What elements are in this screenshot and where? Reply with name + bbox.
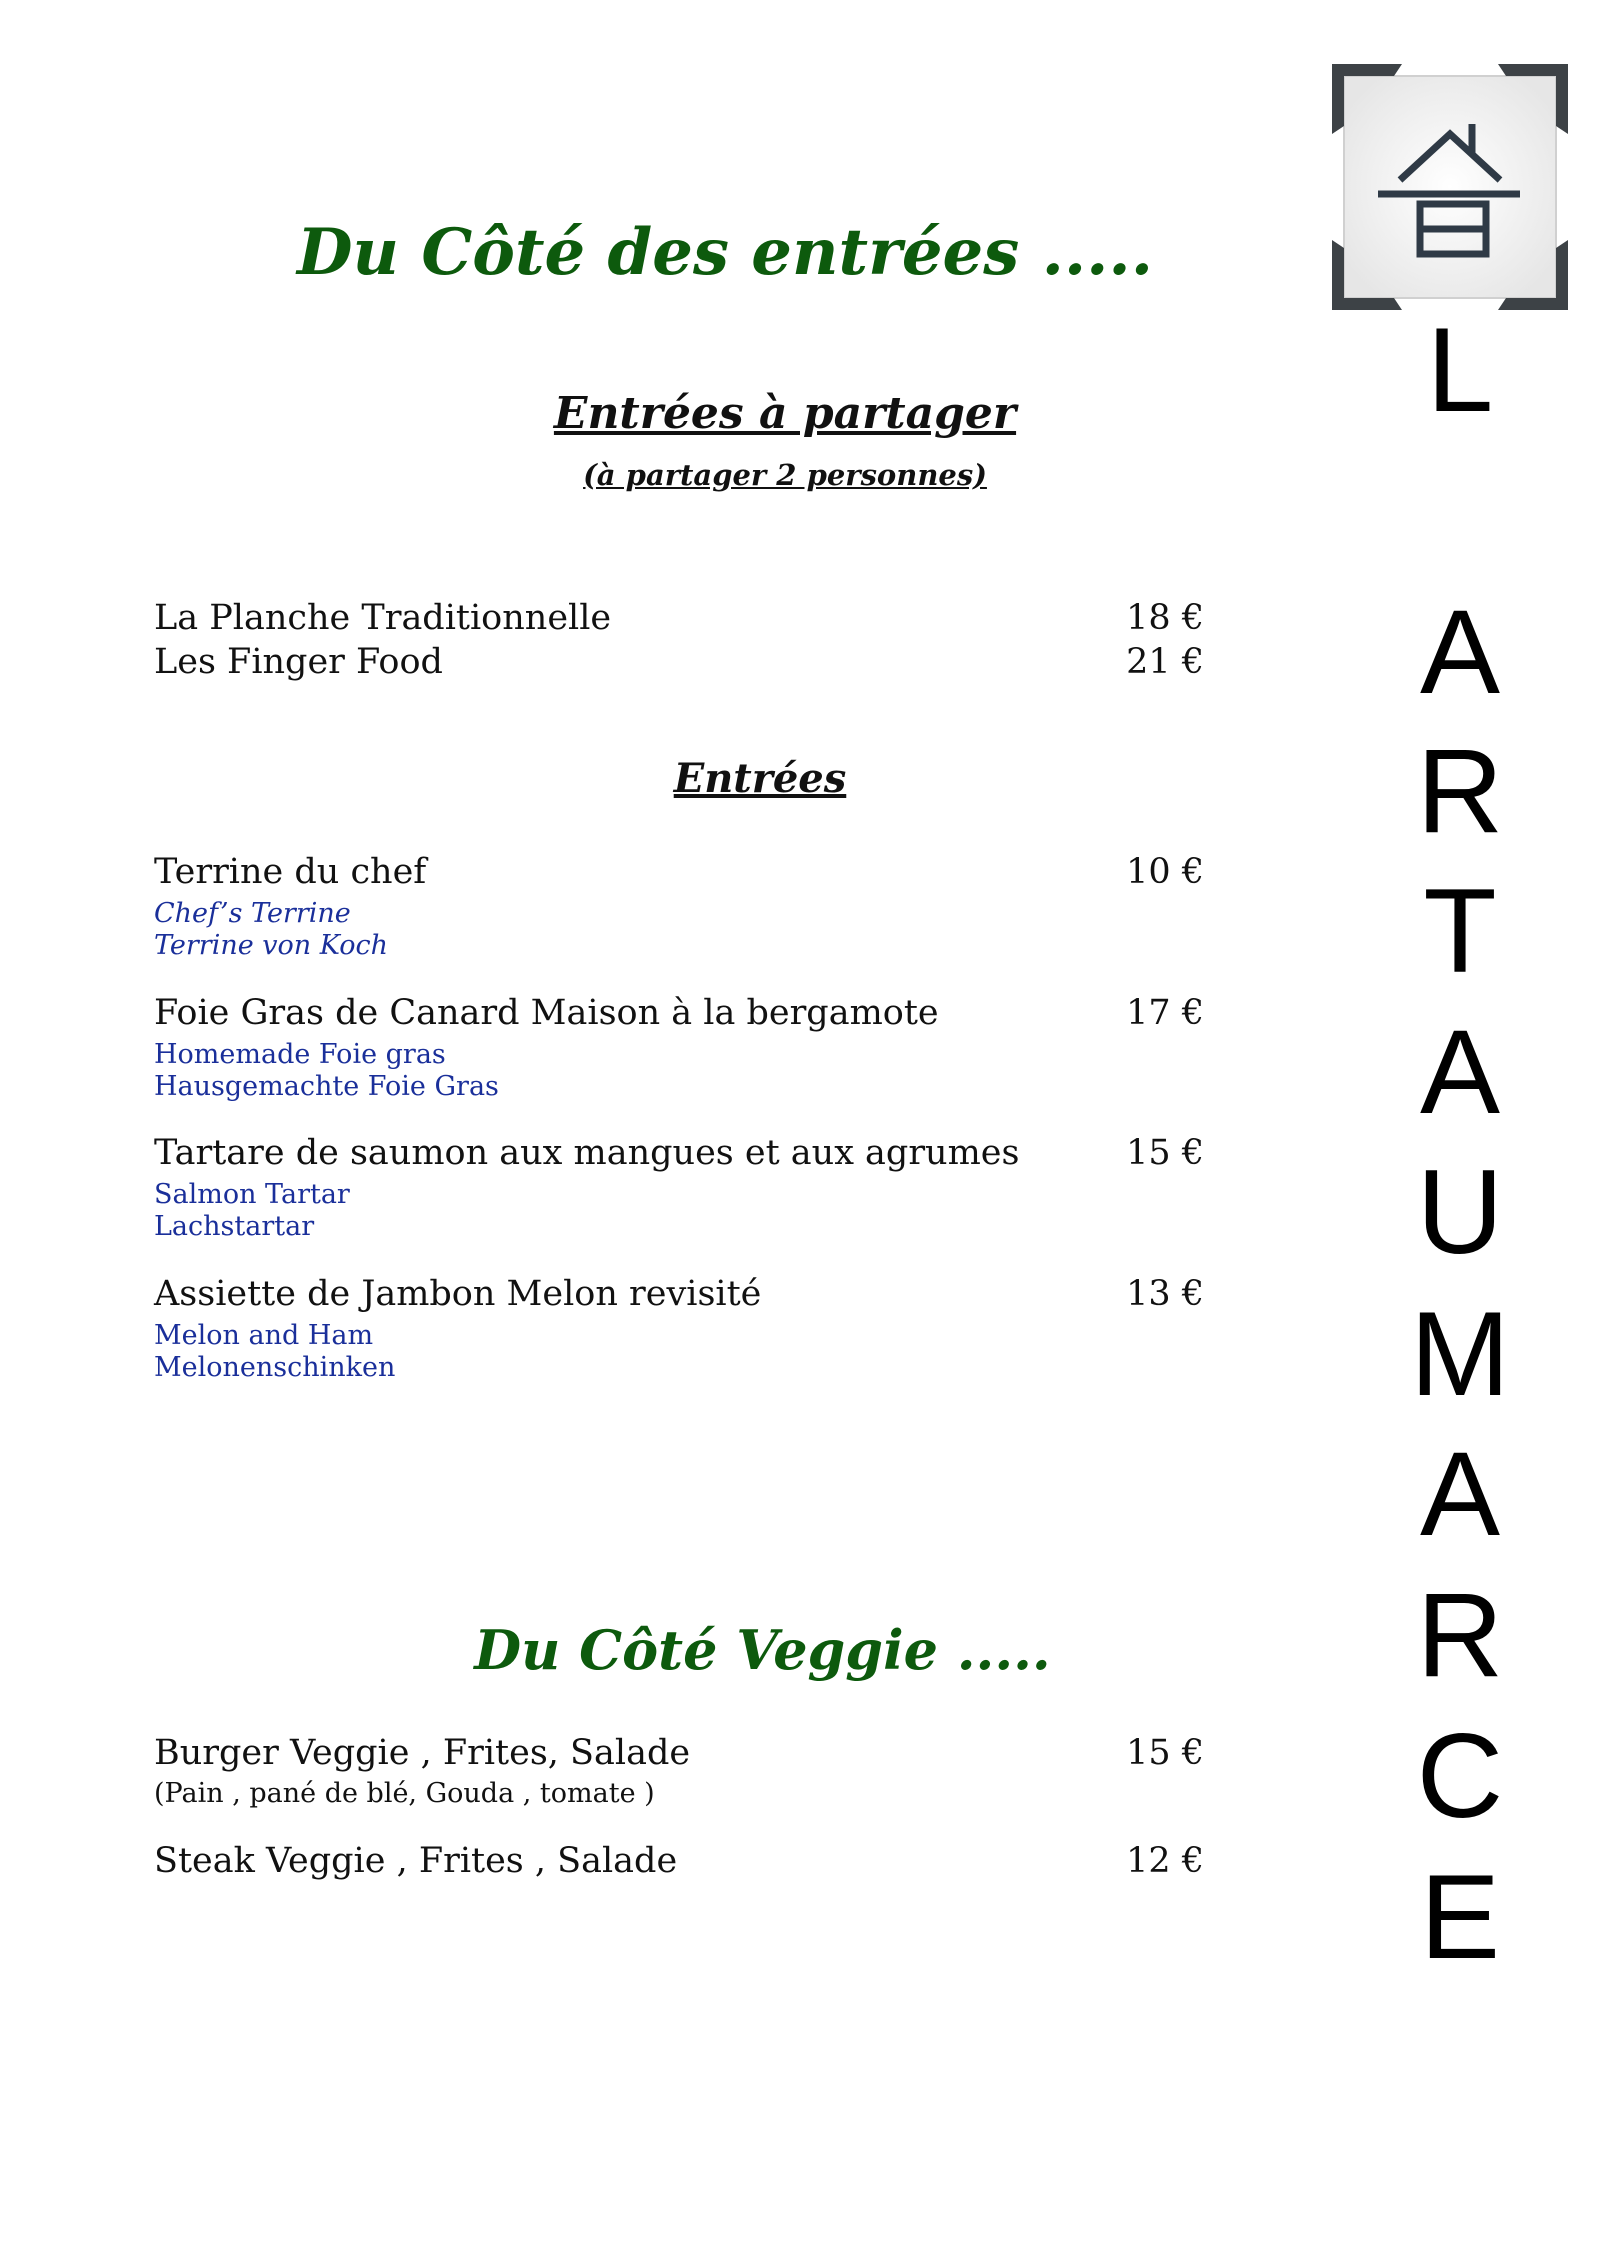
page-title: Du Côté des entrées ..... [297,215,1153,290]
item-name: Foie Gras de Canard Maison à la bergamote [154,993,939,1033]
item-name: Terrine du chef [154,852,427,892]
item-price: 17 € [1126,993,1204,1033]
item-price: 15 € [1126,1733,1204,1773]
item-price: 13 € [1126,1274,1204,1314]
menu-item [154,993,1204,1039]
house-logo-icon [1330,62,1570,312]
menu-item [154,1133,1204,1179]
item-price: 10 € [1126,852,1204,892]
item-name: Les Finger Food [154,642,443,682]
item-name: Burger Veggie , Frites, Salade [154,1733,691,1773]
item-name: Assiette de Jambon Melon revisité [154,1274,762,1314]
menu-item [154,1841,1204,1887]
brand-letter: L [1426,303,1494,437]
item-price: 12 € [1126,1841,1204,1881]
item-translation-en: Homemade Foie gras [154,1039,446,1070]
section-heading-entrees: Entrées [673,755,847,802]
brand-letter: E [1419,1850,1501,1984]
brand-letter: U [1416,1145,1504,1279]
item-name: La Planche Traditionnelle [154,598,612,638]
item-price: 18 € [1126,598,1204,638]
section-heading-share: Entrées à partager [553,388,1017,439]
menu-item [154,1733,1204,1779]
menu-item [154,598,1204,644]
item-translation-en: Salmon Tartar [154,1179,350,1210]
item-translation-en: Chef’s Terrine [154,898,351,929]
item-name: Tartare de saumon aux mangues et aux agrumes [154,1133,1020,1173]
item-price: 15 € [1126,1133,1204,1173]
menu-item [154,1274,1204,1320]
brand-letter: A [1419,1427,1501,1561]
brand-letter: A [1419,1005,1501,1139]
veggie-title: Du Côté Veggie ..... [474,1618,1051,1682]
section-subheading-share: (à partager 2 personnes) [583,458,987,492]
brand-letter: T [1423,864,1497,998]
item-note: (Pain , pané de blé, Gouda , tomate ) [154,1778,655,1809]
brand-letter: C [1416,1709,1504,1843]
item-translation-de: Hausgemachte Foie Gras [154,1071,499,1102]
item-translation-de: Terrine von Koch [154,930,388,961]
brand-letter: A [1419,585,1501,719]
item-name: Steak Veggie , Frites , Salade [154,1841,678,1881]
brand-letter: R [1416,1568,1504,1702]
item-translation-de: Melonenschinken [154,1352,396,1383]
item-price: 21 € [1126,642,1204,682]
brand-letter: R [1416,724,1504,858]
item-translation-de: Lachstartar [154,1211,315,1242]
item-translation-en: Melon and Ham [154,1320,374,1351]
menu-item [154,852,1204,898]
brand-letter: M [1410,1287,1510,1421]
menu-item [154,642,1204,688]
